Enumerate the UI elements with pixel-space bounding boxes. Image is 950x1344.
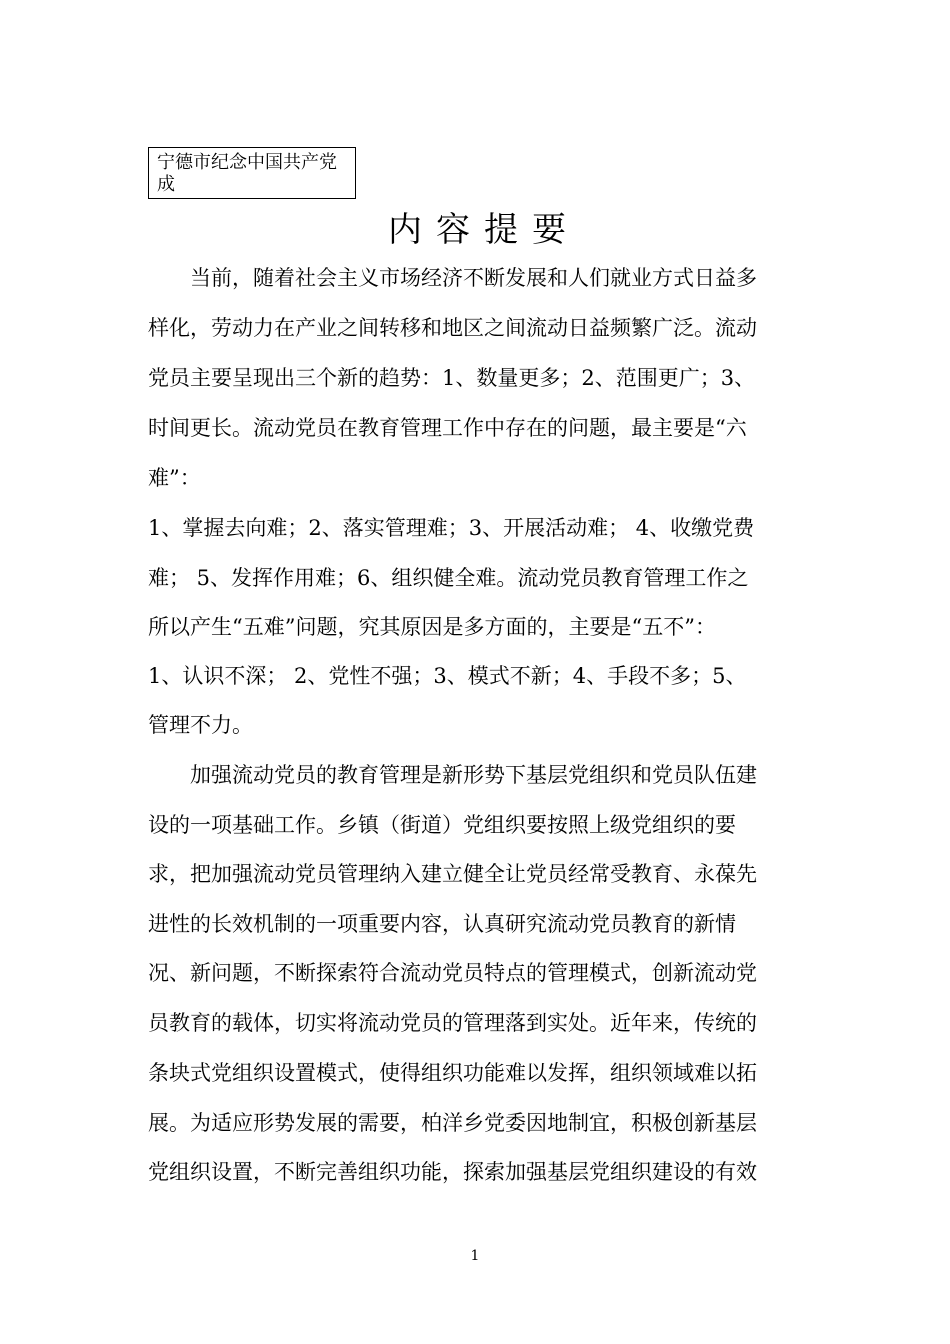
- body-line-2: 样化，劳动力在产业之间转移和地区之间流动日益频繁广泛。流动: [148, 316, 757, 340]
- body-line-18: 展。为适应形势发展的需要，柏洋乡党委因地制宜，积极创新基层: [148, 1111, 757, 1135]
- body-line-15: 况、新问题，不断探索符合流动党员特点的管理模式，创新流动党: [148, 961, 757, 985]
- body-line-5: 难”：: [148, 466, 201, 490]
- body-line-13: 求，把加强流动党员管理纳入建立健全让党员经常受教育、永葆先: [148, 862, 757, 886]
- body-line-3: 党员主要呈现出三个新的趋势：1、数量更多；2、范围更广；3、: [148, 366, 756, 390]
- page-number: 1: [470, 1248, 480, 1264]
- body-line-4: 时间更长。流动党员在教育管理工作中存在的问题，最主要是“六: [148, 416, 747, 440]
- document-title: 内容提要: [388, 210, 580, 250]
- body-line-17: 条块式党组织设置模式，使得组织功能难以发挥，组织领域难以拓: [148, 1061, 757, 1085]
- body-line-6: 1、掌握去向难；2、落实管理难；3、开展活动难； 4、收缴党费: [148, 516, 755, 540]
- header-label-line-2: 成: [157, 174, 175, 195]
- header-label-line-1: 宁德市纪念中国共产党: [157, 152, 337, 173]
- header-label-box: [148, 147, 356, 199]
- body-line-12: 设的一项基础工作。乡镇（街道）党组织要按照上级党组织的要: [148, 813, 736, 837]
- body-line-9: 1、认识不深； 2、党性不强；3、模式不新；4、手段不多；5、: [148, 664, 747, 688]
- body-line-19: 党组织设置，不断完善组织功能，探索加强基层党组织建设的有效: [148, 1160, 757, 1184]
- body-line-16: 员教育的载体，切实将流动党员的管理落到实处。近年来，传统的: [148, 1011, 757, 1035]
- body-line-1: 当前，随着社会主义市场经济不断发展和人们就业方式日益多: [148, 266, 757, 290]
- body-line-14: 进性的长效机制的一项重要内容，认真研究流动党员教育的新情: [148, 912, 736, 936]
- body-line-11: 加强流动党员的教育管理是新形势下基层党组织和党员队伍建: [148, 763, 757, 787]
- body-line-7: 难； 5、发挥作用难；6、组织健全难。流动党员教育管理工作之: [148, 566, 749, 590]
- body-line-10: 管理不力。: [148, 713, 253, 737]
- body-line-8: 所以产生“五难”问题，究其原因是多方面的，主要是“五不”：: [148, 615, 716, 639]
